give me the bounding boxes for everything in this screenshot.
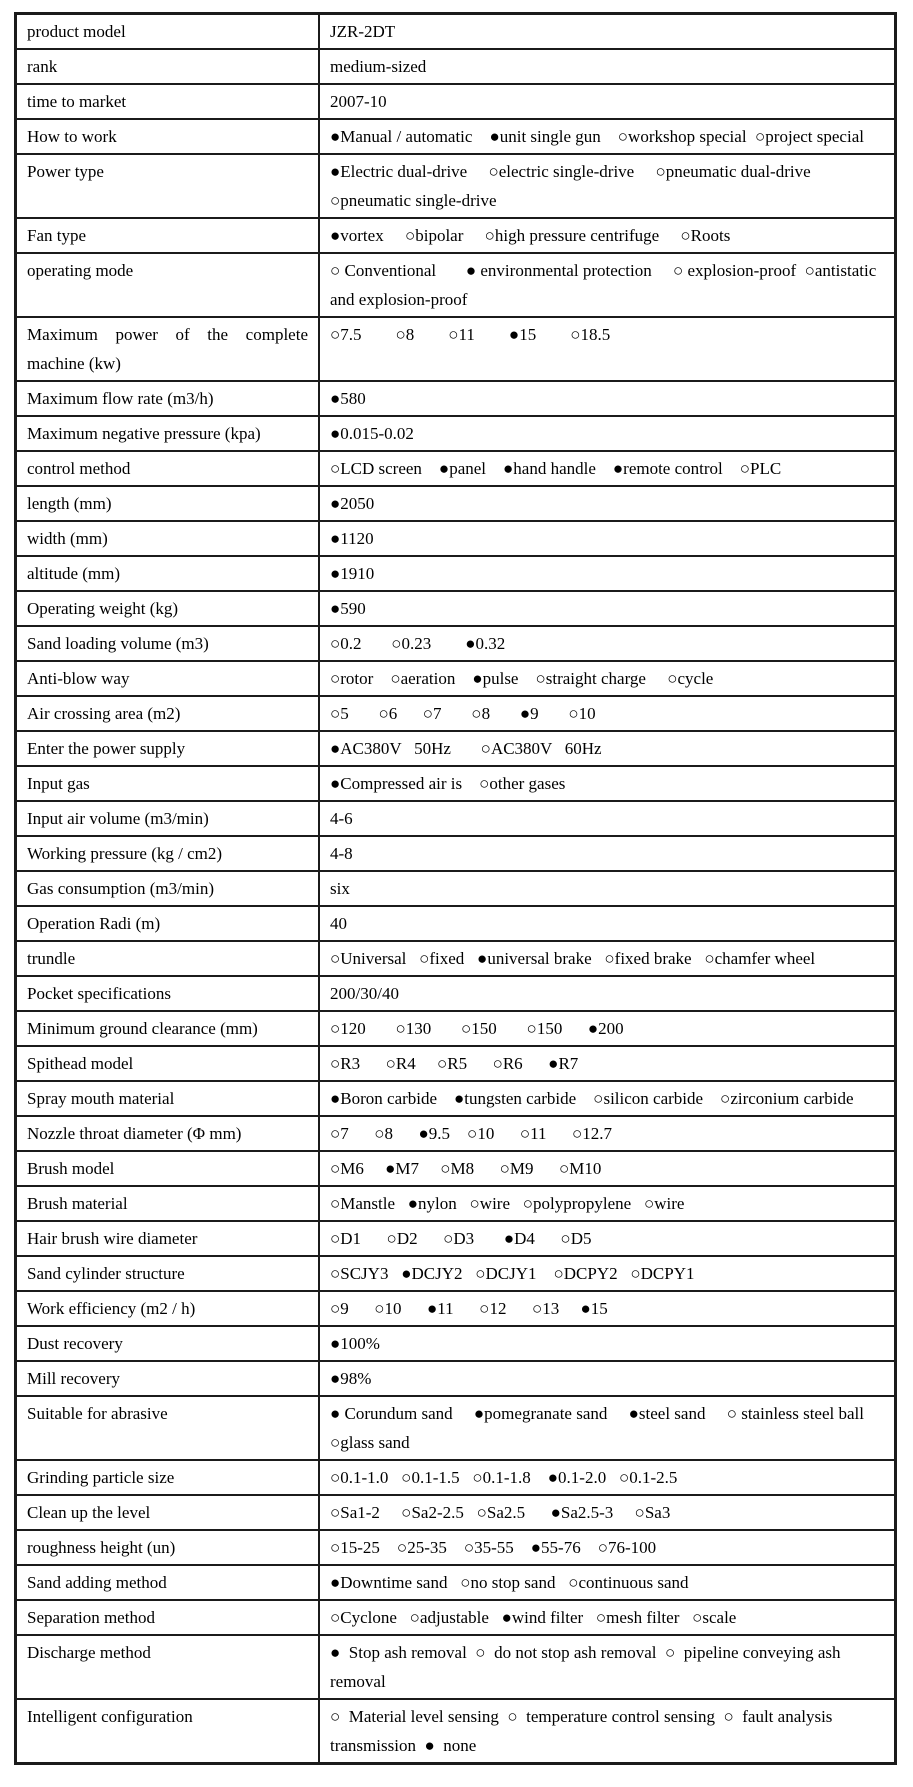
spec-label: Gas consumption (m3/min) bbox=[16, 871, 320, 906]
table-row bbox=[16, 14, 896, 50]
table-row bbox=[16, 1186, 896, 1221]
table-row bbox=[16, 1256, 896, 1291]
table-row bbox=[16, 1221, 896, 1256]
spec-label: Maximum flow rate (m3/h) bbox=[16, 381, 320, 416]
spec-value: ●Downtime sand ○no stop sand ○continuous sand bbox=[319, 1565, 896, 1600]
spec-label: product model bbox=[16, 14, 320, 50]
spec-label: Discharge method bbox=[16, 1635, 320, 1699]
spec-label: width (mm) bbox=[16, 521, 320, 556]
spec-value: ○5 ○6 ○7 ○8 ●9 ○10 bbox=[319, 696, 896, 731]
table-row bbox=[16, 591, 896, 626]
table-row bbox=[16, 871, 896, 906]
spec-value: ○ Material level sensing ○ temperature control sensing ○ fault analysis transmission ● none bbox=[319, 1699, 896, 1764]
table-row bbox=[16, 1396, 896, 1460]
spec-value: ●0.015-0.02 bbox=[319, 416, 896, 451]
table-row bbox=[16, 381, 896, 416]
spec-label: Anti-blow way bbox=[16, 661, 320, 696]
table-row bbox=[16, 317, 896, 381]
spec-value: 4-6 bbox=[319, 801, 896, 836]
spec-value: 40 bbox=[319, 906, 896, 941]
spec-label: Sand adding method bbox=[16, 1565, 320, 1600]
table-row bbox=[16, 906, 896, 941]
spec-label: Intelligent configuration bbox=[16, 1699, 320, 1764]
spec-value: ●Boron carbide ●tungsten carbide ○silicon carbide ○zirconium carbide bbox=[319, 1081, 896, 1116]
spec-label: length (mm) bbox=[16, 486, 320, 521]
table-row bbox=[16, 1291, 896, 1326]
spec-label: Hair brush wire diameter bbox=[16, 1221, 320, 1256]
spec-label: Mill recovery bbox=[16, 1361, 320, 1396]
table-row bbox=[16, 1635, 896, 1699]
spec-label: How to work bbox=[16, 119, 320, 154]
spec-label: Input gas bbox=[16, 766, 320, 801]
table-row bbox=[16, 451, 896, 486]
spec-value: ○7 ○8 ●9.5 ○10 ○11 ○12.7 bbox=[319, 1116, 896, 1151]
table-row bbox=[16, 1326, 896, 1361]
spec-label: Working pressure (kg / cm2) bbox=[16, 836, 320, 871]
spec-value: JZR-2DT bbox=[319, 14, 896, 50]
spec-value: ○15-25 ○25-35 ○35-55 ●55-76 ○76-100 bbox=[319, 1530, 896, 1565]
spec-label: Operating weight (kg) bbox=[16, 591, 320, 626]
table-row bbox=[16, 661, 896, 696]
spec-label: Spray mouth material bbox=[16, 1081, 320, 1116]
spec-label: control method bbox=[16, 451, 320, 486]
spec-label: Sand cylinder structure bbox=[16, 1256, 320, 1291]
spec-value: ○120 ○130 ○150 ○150 ●200 bbox=[319, 1011, 896, 1046]
spec-label: Work efficiency (m2 / h) bbox=[16, 1291, 320, 1326]
table-row bbox=[16, 556, 896, 591]
spec-value: ○LCD screen ●panel ●hand handle ●remote control ○PLC bbox=[319, 451, 896, 486]
spec-label: Input air volume (m3/min) bbox=[16, 801, 320, 836]
spec-label: operating mode bbox=[16, 253, 320, 317]
table-row bbox=[16, 1081, 896, 1116]
spec-label: Maximum negative pressure (kpa) bbox=[16, 416, 320, 451]
spec-value: ○Universal ○fixed ●universal brake ○fixed brake ○chamfer wheel bbox=[319, 941, 896, 976]
spec-table-body bbox=[16, 14, 896, 1764]
spec-value: ●Electric dual-drive ○electric single-drive ○pneumatic dual-drive ○pneumatic single-drive bbox=[319, 154, 896, 218]
spec-label: Enter the power supply bbox=[16, 731, 320, 766]
spec-value: ○9 ○10 ●11 ○12 ○13 ●15 bbox=[319, 1291, 896, 1326]
spec-label: Separation method bbox=[16, 1600, 320, 1635]
table-row bbox=[16, 801, 896, 836]
spec-label: Fan type bbox=[16, 218, 320, 253]
spec-label: trundle bbox=[16, 941, 320, 976]
table-row bbox=[16, 1600, 896, 1635]
table-row bbox=[16, 941, 896, 976]
spec-label: Dust recovery bbox=[16, 1326, 320, 1361]
spec-value: ●100% bbox=[319, 1326, 896, 1361]
table-row bbox=[16, 1011, 896, 1046]
spec-value: ○Sa1-2 ○Sa2-2.5 ○Sa2.5 ●Sa2.5-3 ○Sa3 bbox=[319, 1495, 896, 1530]
spec-value: ● Stop ash removal ○ do not stop ash removal ○ pipeline conveying ash removal bbox=[319, 1635, 896, 1699]
table-row bbox=[16, 766, 896, 801]
spec-value: ○Manstle ●nylon ○wire ○polypropylene ○wire bbox=[319, 1186, 896, 1221]
spec-value: 200/30/40 bbox=[319, 976, 896, 1011]
table-row bbox=[16, 521, 896, 556]
spec-value: medium-sized bbox=[319, 49, 896, 84]
table-row bbox=[16, 253, 896, 317]
table-row bbox=[16, 416, 896, 451]
table-row bbox=[16, 1046, 896, 1081]
table-row bbox=[16, 486, 896, 521]
table-row bbox=[16, 1530, 896, 1565]
spec-label: Operation Radi (m) bbox=[16, 906, 320, 941]
spec-label: Suitable for abrasive bbox=[16, 1396, 320, 1460]
table-row bbox=[16, 626, 896, 661]
spec-value: six bbox=[319, 871, 896, 906]
table-row bbox=[16, 1699, 896, 1764]
spec-value: ●vortex ○bipolar ○high pressure centrifuge ○Roots bbox=[319, 218, 896, 253]
spec-value: ●1120 bbox=[319, 521, 896, 556]
table-row bbox=[16, 49, 896, 84]
spec-label: Clean up the level bbox=[16, 1495, 320, 1530]
spec-value: ○ Conventional ● environmental protection ○ explosion-proof ○antistatic and explosion-proof bbox=[319, 253, 896, 317]
spec-label: Sand loading volume (m3) bbox=[16, 626, 320, 661]
table-row bbox=[16, 976, 896, 1011]
spec-label: Minimum ground clearance (mm) bbox=[16, 1011, 320, 1046]
spec-value: ●Compressed air is ○other gases bbox=[319, 766, 896, 801]
spec-value: ●98% bbox=[319, 1361, 896, 1396]
spec-label: Nozzle throat diameter (Φ mm) bbox=[16, 1116, 320, 1151]
spec-value: ●1910 bbox=[319, 556, 896, 591]
spec-value: ● Corundum sand ●pomegranate sand ●steel sand ○ stainless steel ball ○glass sand bbox=[319, 1396, 896, 1460]
spec-value: ○0.2 ○0.23 ●0.32 bbox=[319, 626, 896, 661]
spec-label: Grinding particle size bbox=[16, 1460, 320, 1495]
spec-label: time to market bbox=[16, 84, 320, 119]
spec-value: ○7.5 ○8 ○11 ●15 ○18.5 bbox=[319, 317, 896, 381]
spec-label: altitude (mm) bbox=[16, 556, 320, 591]
spec-value: ●2050 bbox=[319, 486, 896, 521]
spec-value: ○Cyclone ○adjustable ●wind filter ○mesh filter ○scale bbox=[319, 1600, 896, 1635]
spec-label: Maximum power of the complete machine (kw) bbox=[16, 317, 320, 381]
spec-value: 4-8 bbox=[319, 836, 896, 871]
table-row bbox=[16, 218, 896, 253]
table-row bbox=[16, 1565, 896, 1600]
spec-label: Brush material bbox=[16, 1186, 320, 1221]
table-row bbox=[16, 1361, 896, 1396]
table-row bbox=[16, 836, 896, 871]
table-row bbox=[16, 1495, 896, 1530]
spec-value: ○M6 ●M7 ○M8 ○M9 ○M10 bbox=[319, 1151, 896, 1186]
spec-label: rank bbox=[16, 49, 320, 84]
spec-value: ●Manual / automatic ●unit single gun ○workshop special ○project special bbox=[319, 119, 896, 154]
table-row bbox=[16, 119, 896, 154]
spec-value: ●580 bbox=[319, 381, 896, 416]
spec-value: ○SCJY3 ●DCJY2 ○DCJY1 ○DCPY2 ○DCPY1 bbox=[319, 1256, 896, 1291]
table-row bbox=[16, 84, 896, 119]
spec-label: Power type bbox=[16, 154, 320, 218]
spec-value: ○rotor ○aeration ●pulse ○straight charge ○cycle bbox=[319, 661, 896, 696]
spec-value: ●590 bbox=[319, 591, 896, 626]
spec-value: ○0.1-1.0 ○0.1-1.5 ○0.1-1.8 ●0.1-2.0 ○0.1-2.5 bbox=[319, 1460, 896, 1495]
table-row bbox=[16, 1151, 896, 1186]
spec-label: Brush model bbox=[16, 1151, 320, 1186]
spec-value: ○D1 ○D2 ○D3 ●D4 ○D5 bbox=[319, 1221, 896, 1256]
table-row bbox=[16, 696, 896, 731]
spec-value: ●AC380V 50Hz ○AC380V 60Hz bbox=[319, 731, 896, 766]
table-row bbox=[16, 1460, 896, 1495]
spec-value: 2007-10 bbox=[319, 84, 896, 119]
spec-label: roughness height (un) bbox=[16, 1530, 320, 1565]
spec-label: Air crossing area (m2) bbox=[16, 696, 320, 731]
table-row bbox=[16, 1116, 896, 1151]
spec-label: Spithead model bbox=[16, 1046, 320, 1081]
table-row bbox=[16, 731, 896, 766]
table-row bbox=[16, 154, 896, 218]
spec-label: Pocket specifications bbox=[16, 976, 320, 1011]
product-spec-table bbox=[14, 12, 897, 1765]
spec-value: ○R3 ○R4 ○R5 ○R6 ●R7 bbox=[319, 1046, 896, 1081]
